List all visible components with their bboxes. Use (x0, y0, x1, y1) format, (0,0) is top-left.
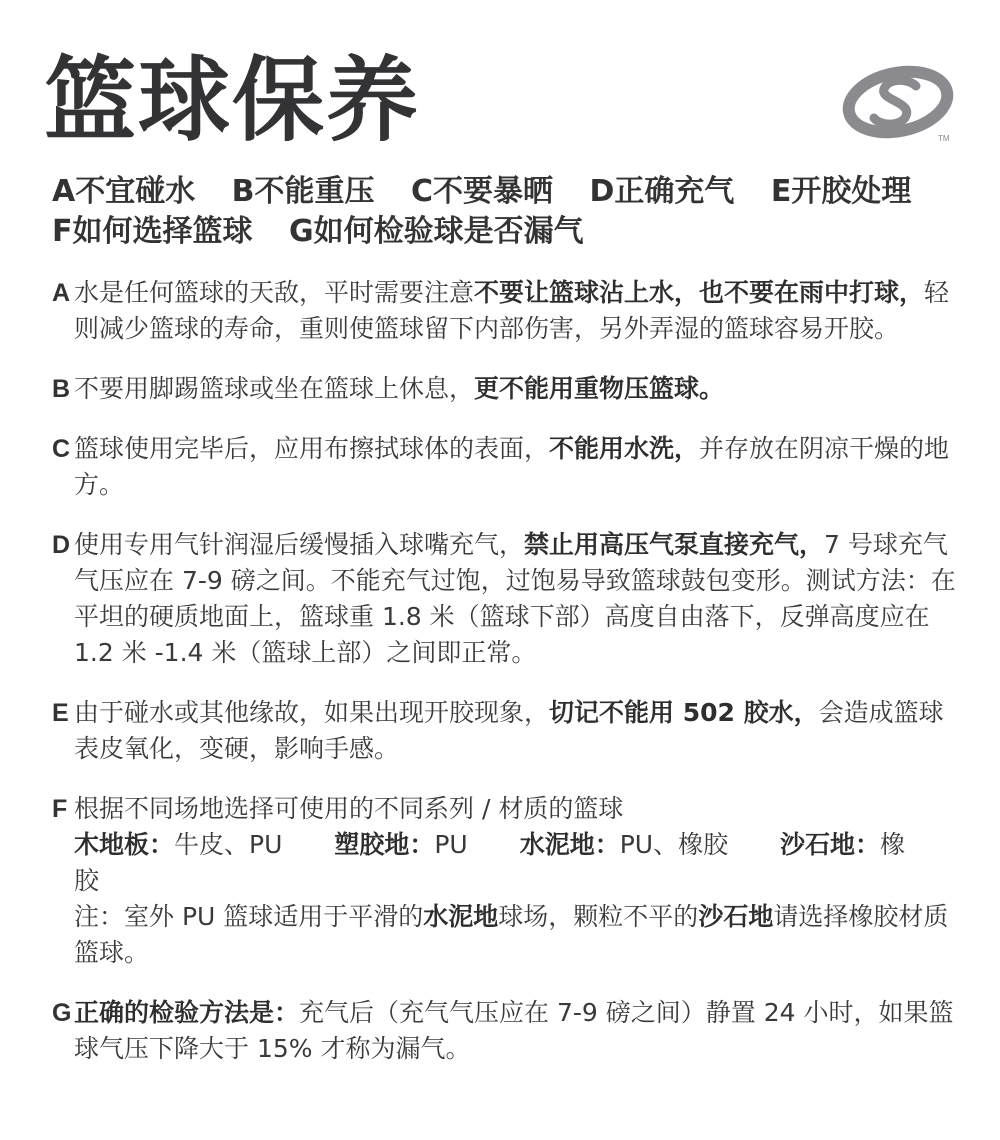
section-d (52, 527, 962, 671)
material-value: 牛皮、PU (174, 830, 283, 859)
material-label: 塑胶地： (334, 830, 435, 859)
material-list (74, 827, 962, 899)
section-emphasis: 禁止用高压气泵直接充气， (524, 530, 825, 559)
material-value: PU (434, 830, 468, 859)
page-title: 篮球保养 (44, 47, 421, 154)
material-label: 木地板： (74, 830, 175, 859)
section-emphasis: 切记不能用 502 胶水， (549, 698, 819, 727)
material-value: PU、橡胶 (619, 830, 729, 859)
index-item-e: E开胶处理 (770, 174, 912, 209)
material-item (74, 830, 304, 859)
section-emphasis: 更不能用重物压篮球。 (474, 374, 725, 403)
note-text: 请选择橡胶材质篮球。 (74, 902, 949, 967)
index-line-1 (52, 172, 972, 212)
section-text: 水是任何篮球的天敌，平时需要注意 (74, 278, 475, 307)
index-item-c: C不要暴晒 (411, 174, 554, 209)
note-text: 球场，颗粒不平的 (498, 902, 699, 931)
note-emphasis: 水泥地 (423, 902, 499, 931)
s-oval-logo-icon (842, 62, 958, 144)
section-text: 7 号球充气气压应在 7-9 磅之间。不能充气过饱，过饱易导致篮球鼓包变形。测试方法：在平坦的硬质地面上，篮球重 1.8 米（篮球下部）高度自由落下，反弹高度应在 1.2 米 -1.4 米（篮球上部）之间即正常。 (74, 530, 956, 667)
section-letter: G (52, 999, 72, 1027)
section-emphasis: 不要让篮球沾上水，也不要在雨中打球， (474, 278, 925, 307)
section-letter: F (52, 795, 68, 823)
index-item-a: A不宜碰水 (52, 174, 196, 209)
section-b (52, 371, 962, 407)
section-a (52, 275, 962, 347)
material-item (334, 830, 489, 859)
section-letter: D (52, 531, 71, 559)
section-text: 根据不同场地选择可使用的不同系列 / 材质的篮球 (74, 794, 624, 823)
section-letter: C (52, 435, 71, 463)
care-sections (52, 275, 962, 1091)
section-g (52, 995, 962, 1067)
material-item (520, 830, 750, 859)
topic-index (52, 172, 972, 252)
section-text: 并存放在阴凉干燥的地方。 (74, 434, 950, 499)
logo-tm: TM (938, 134, 950, 143)
index-item-g: G如何检验球是否漏气 (288, 214, 584, 249)
section-text: 会造成篮球表皮氧化，变硬，影响手感。 (74, 698, 944, 763)
note-emphasis: 沙石地 (698, 902, 774, 931)
section-f (52, 791, 962, 971)
index-line-2 (52, 212, 972, 252)
index-item-b: B不能重压 (231, 174, 375, 209)
section-letter: A (52, 279, 71, 307)
section-text: 使用专用气针润湿后缓慢插入球嘴充气， (74, 530, 525, 559)
section-emphasis: 正确的检验方法是： (74, 998, 300, 1027)
section-letter: B (52, 375, 71, 403)
section-c (52, 431, 962, 503)
section-text: 充气后（充气气压应在 7-9 磅之间）静置 24 小时，如果篮球气压下降大于 15% 才称为漏气。 (74, 998, 954, 1063)
material-value: 橡胶 (74, 830, 906, 895)
section-e (52, 695, 962, 767)
material-label: 沙石地： (780, 830, 881, 859)
index-item-d: D正确充气 (589, 174, 735, 209)
section-text: 不要用脚踢篮球或坐在篮球上休息， (74, 374, 475, 403)
section-text: 篮球使用完毕后，应用布擦拭球体的表面， (74, 434, 550, 463)
section-text: 轻则减少篮球的寿命，重则使篮球留下内部伤害，另外弄湿的篮球容易开胶。 (74, 278, 950, 343)
section-text: 由于碰水或其他缘故，如果出现开胶现象， (74, 698, 550, 727)
section-letter: E (52, 699, 69, 727)
section-emphasis: 不能用水洗， (549, 434, 700, 463)
note-text: 注：室外 PU 篮球适用于平滑的 (74, 902, 424, 931)
index-item-f: F如何选择篮球 (52, 214, 253, 249)
material-label: 水泥地： (519, 830, 620, 859)
